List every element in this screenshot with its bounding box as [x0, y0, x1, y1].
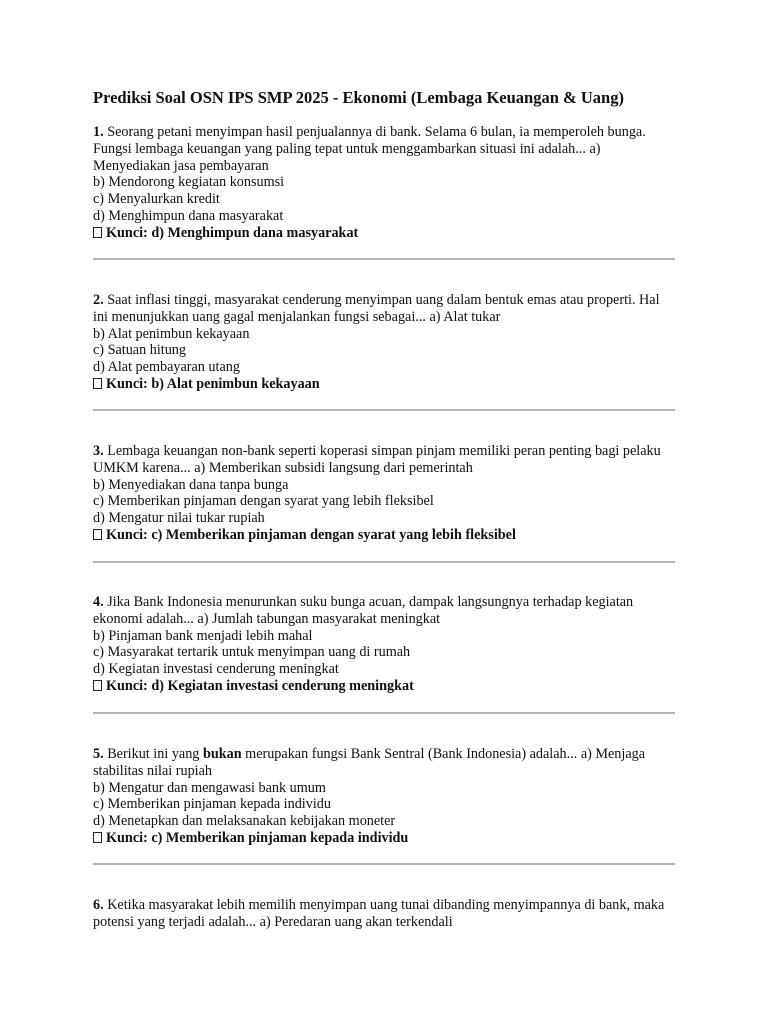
box-glyph-icon [93, 529, 102, 540]
page-title: Prediksi Soal OSN IPS SMP 2025 - Ekonomi (Lembaga Keuangan & Uang) [93, 88, 624, 107]
answer-key-text: Kunci: b) Alat penimbun kekayaan [106, 375, 320, 392]
question-number: 4. [93, 594, 104, 610]
answer-key-text: Kunci: d) Kegiatan investasi cenderung meningkat [106, 677, 414, 694]
question-text-before: Berikut ini yang [103, 746, 203, 762]
option-c: c) Satuan hitung [93, 342, 186, 359]
question-2 [93, 292, 675, 393]
question-4 [93, 594, 675, 695]
question-5 [93, 746, 675, 847]
box-glyph-icon [93, 378, 102, 389]
option-c: c) Memberikan pinjaman dengan syarat yang lebih fleksibel [93, 493, 434, 510]
box-glyph-icon [93, 832, 102, 843]
answer-key [93, 678, 675, 695]
emphasis-word: bukan [202, 746, 242, 762]
option-c: c) Memberikan pinjaman kepada individu [93, 796, 331, 813]
answer-key [93, 830, 675, 847]
question-number: 6. [93, 897, 104, 913]
question-text: Lembaga keuangan non-bank seperti koperasi simpan pinjam memiliki peran penting bagi pelaku UMKM karena... a) Memberikan subsidi langsung dari pemerintah [93, 443, 661, 476]
question-1 [93, 124, 675, 242]
answer-key [93, 225, 675, 242]
option-b: b) Mendorong kegiatan konsumsi [93, 174, 285, 191]
divider [93, 863, 675, 865]
option-b: b) Pinjaman bank menjadi lebih mahal [93, 627, 313, 644]
answer-key-text: Kunci: c) Memberikan pinjaman kepada individu [106, 829, 409, 846]
answer-key [93, 376, 675, 393]
option-b: b) Mengatur dan mengawasi bank umum [93, 779, 326, 796]
answer-key [93, 527, 675, 544]
question-text: Seorang petani menyimpan hasil penjualannya di bank. Selama 6 bulan, ia memperoleh bunga. Fungsi lembaga keuangan yang paling tepat untuk menggambarkan situasi ini adalah... a) Menyediakan jasa pembayaran [93, 124, 646, 174]
answer-key-text: Kunci: d) Menghimpun dana masyarakat [106, 224, 359, 241]
question-number: 1. [93, 124, 104, 140]
question-text: Ketika masyarakat lebih memilih menyimpan uang tunai dibanding menyimpannya di bank, maka potensi yang terjadi adalah... a) Peredaran uang akan terkendali [93, 897, 665, 930]
question-6 [93, 897, 675, 931]
question-number: 2. [93, 292, 104, 308]
question-number: 5. [93, 746, 104, 762]
option-d: d) Alat pembayaran utang [93, 359, 240, 376]
question-stem [93, 746, 675, 780]
option-c: c) Masyarakat tertarik untuk menyimpan uang di rumah [93, 644, 411, 661]
answer-key-text: Kunci: c) Memberikan pinjaman dengan syarat yang lebih fleksibel [106, 526, 516, 543]
question-3 [93, 443, 675, 544]
box-glyph-icon [93, 680, 102, 691]
option-d: d) Mengatur nilai tukar rupiah [93, 510, 265, 527]
box-glyph-icon [93, 227, 102, 238]
question-text-after: merupakan fungsi Bank Sentral (Bank Indonesia) adalah... a) Menjaga stabilitas nilai rupiah [93, 746, 646, 779]
question-text: Jika Bank Indonesia menurunkan suku bunga acuan, dampak langsungnya terhadap kegiatan ekonomi adalah... a) Jumlah tabungan masyarakat meningkat [93, 594, 634, 627]
divider [93, 561, 675, 563]
question-text: Saat inflasi tinggi, masyarakat cenderung menyimpan uang dalam bentuk emas atau properti. Hal ini menunjukkan uang gagal menjalankan fungsi sebagai... a) Alat tukar [93, 292, 660, 325]
question-stem [93, 124, 675, 174]
question-number: 3. [93, 443, 104, 459]
option-d: d) Menghimpun dana masyarakat [93, 207, 284, 224]
option-b: b) Menyediakan dana tanpa bunga [93, 476, 289, 493]
divider [93, 258, 675, 260]
divider [93, 712, 675, 714]
question-stem [93, 594, 675, 628]
option-c: c) Menyalurkan kredit [93, 191, 220, 208]
option-b: b) Alat penimbun kekayaan [93, 325, 250, 342]
question-stem [93, 897, 675, 931]
option-d: d) Menetapkan dan melaksanakan kebijakan moneter [93, 813, 396, 830]
divider [93, 409, 675, 411]
option-d: d) Kegiatan investasi cenderung meningkat [93, 661, 339, 678]
question-stem [93, 292, 675, 326]
question-stem [93, 443, 675, 477]
